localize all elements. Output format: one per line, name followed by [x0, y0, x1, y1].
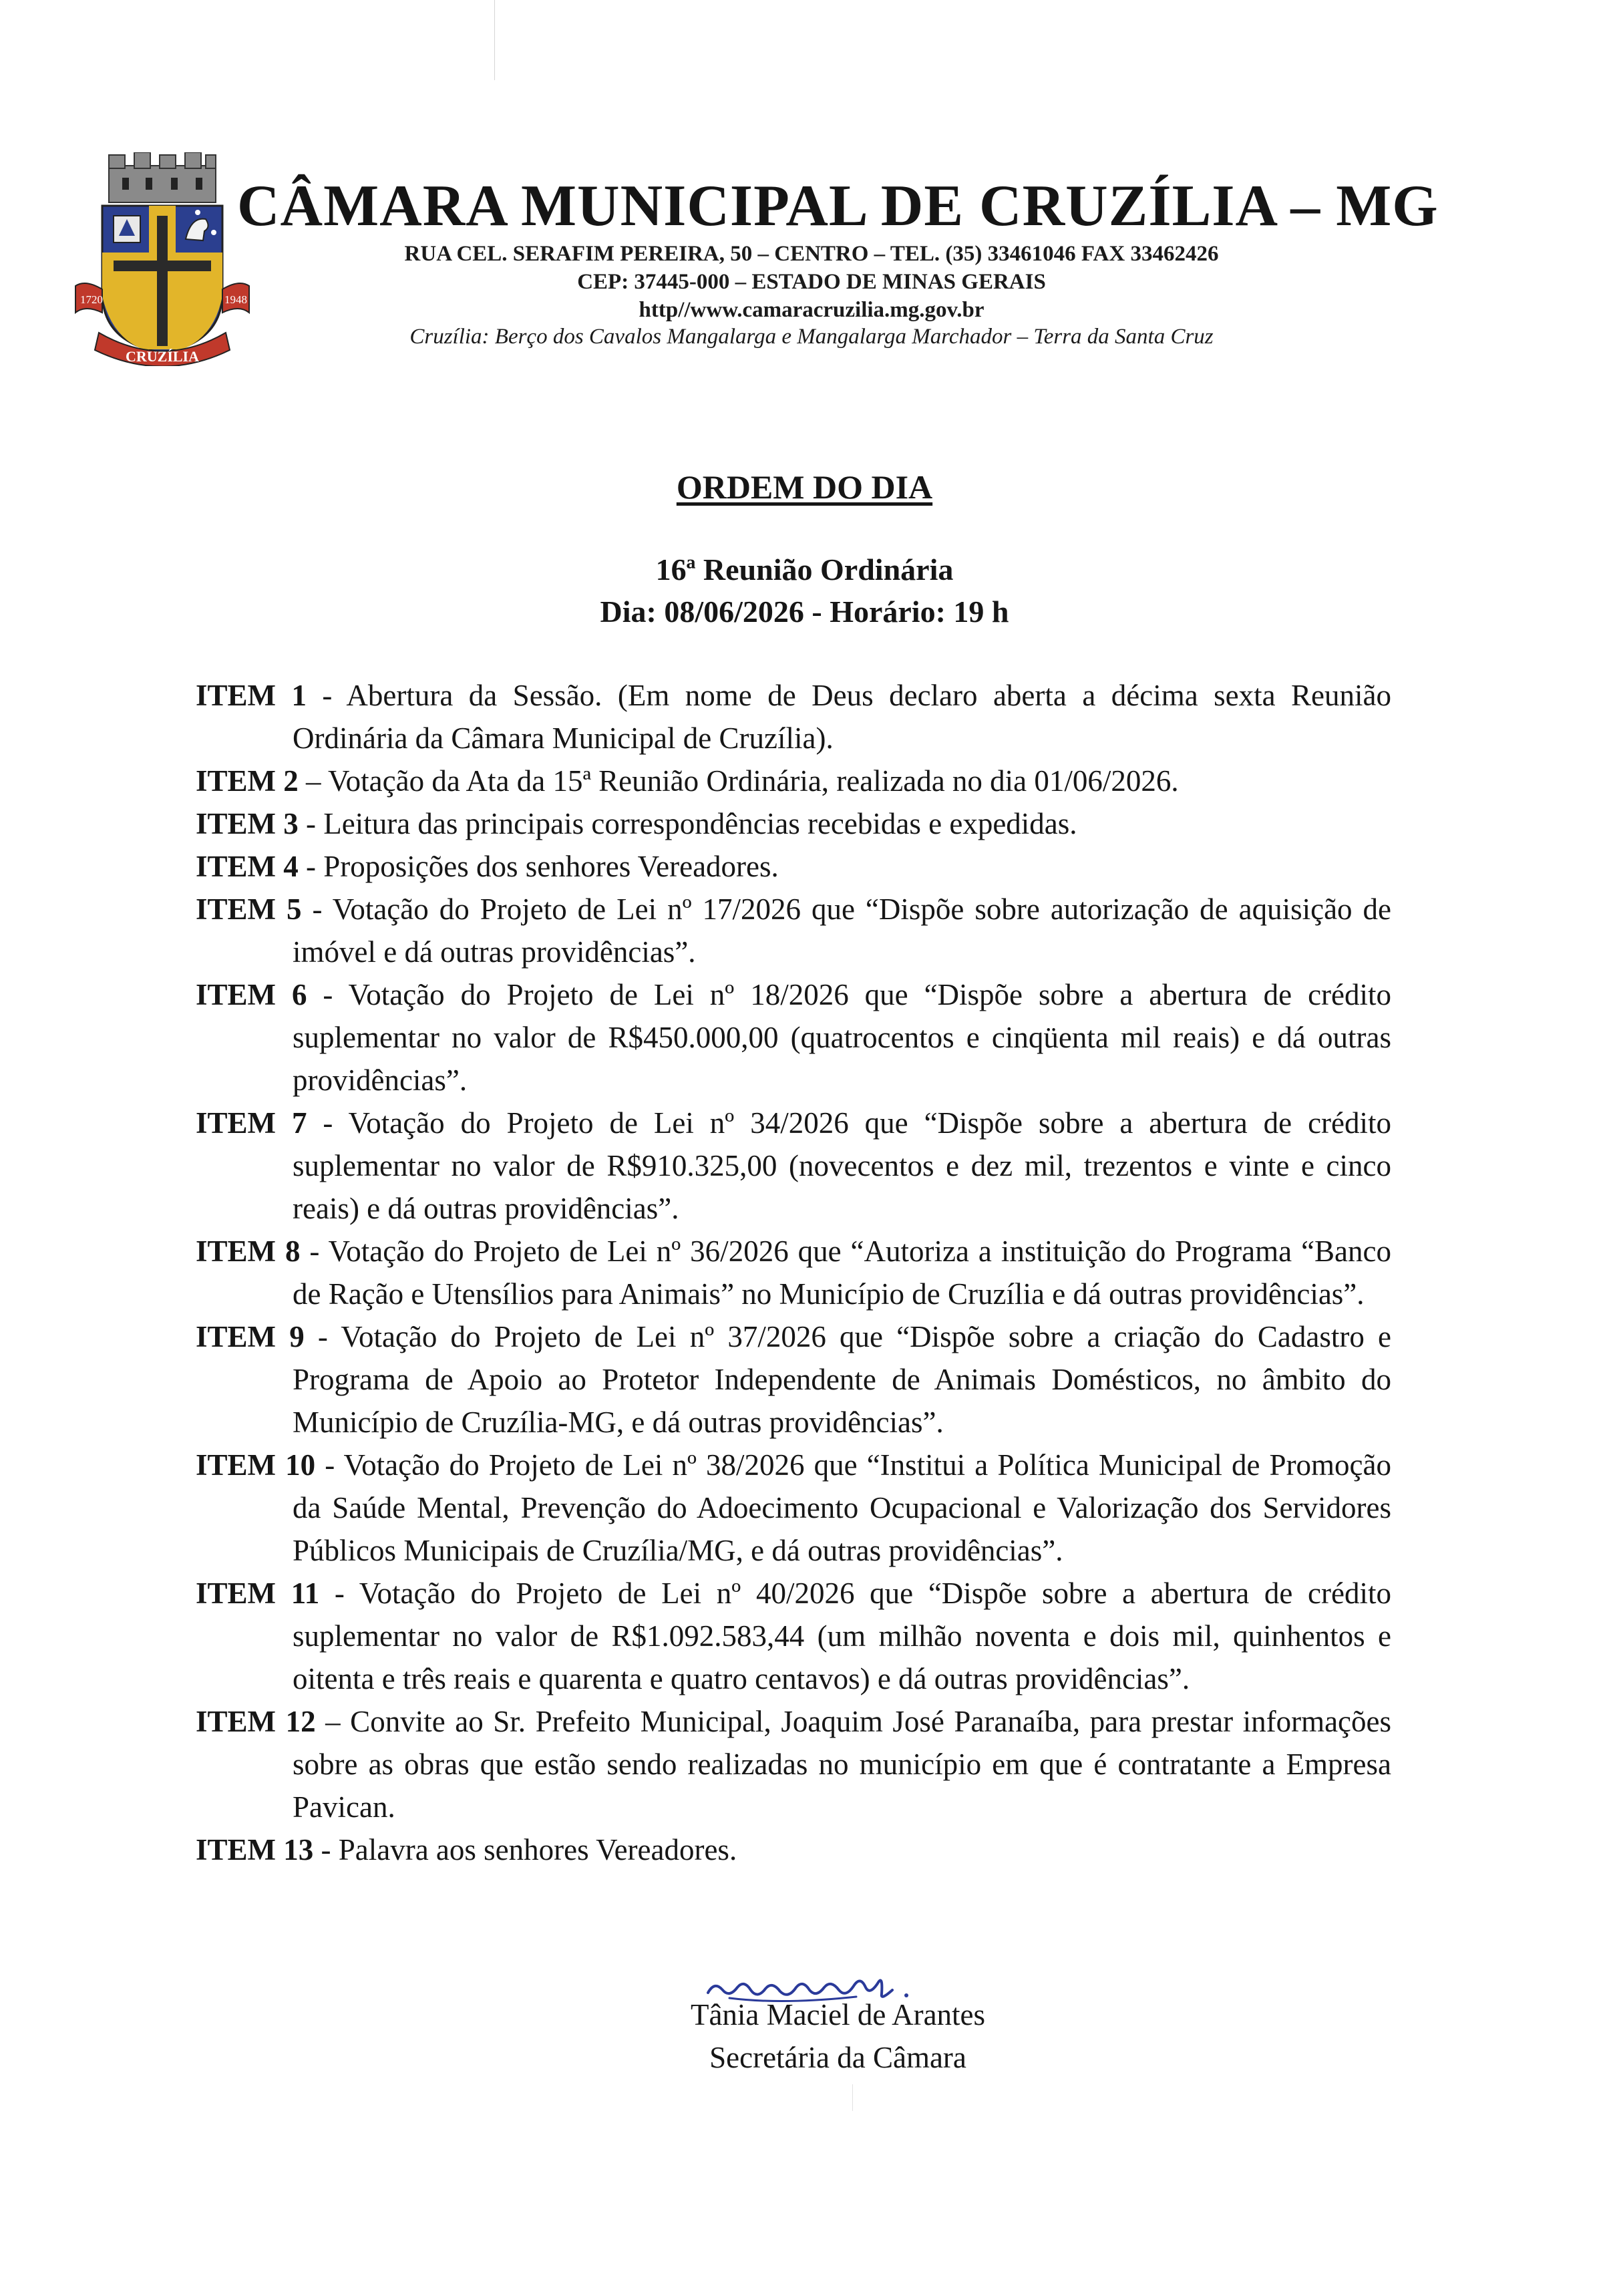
- agenda-item: [196, 802, 1391, 845]
- scan-artifact: [494, 0, 495, 80]
- agenda-item-label: ITEM 13: [196, 1833, 314, 1866]
- agenda-item-label: ITEM 9: [196, 1320, 305, 1353]
- document-title: ORDEM DO DIA: [676, 468, 933, 506]
- agenda-item: [196, 1572, 1391, 1700]
- agenda-item: [196, 845, 1391, 888]
- agenda-item-label: ITEM 12: [196, 1705, 316, 1738]
- meeting-name: 16ª Reunião Ordinária: [655, 552, 954, 587]
- agenda-item-text: - Leitura das principais correspondências recebidas e expedidas.: [298, 807, 1077, 840]
- agenda-item-text: - Votação do Projeto de Lei nº 37/2026 que “Dispõe sobre a criação do Cadastro e Programa de Apoio ao Protetor Independente de Animais Domésticos, no âmbito do Município de Cruzília-MG, e dá outras providências”.: [293, 1320, 1391, 1439]
- agenda-item: [196, 1444, 1391, 1572]
- agenda-item-text: - Abertura da Sessão. (Em nome de Deus declaro aberta a décima sexta Reunião Ordinária da Câmara Municipal de Cruzília).: [293, 679, 1391, 755]
- signatory-role: Secretária da Câmara: [709, 2041, 966, 2074]
- agenda-item: [196, 1102, 1391, 1230]
- agenda-item: [196, 888, 1391, 973]
- agenda-item: [196, 1828, 1391, 1871]
- coat-of-arms-icon: [72, 152, 252, 366]
- agenda-item-label: ITEM 2: [196, 764, 299, 798]
- crest-banner-text: CRUZÍLIA: [125, 348, 200, 365]
- agenda-item-label: ITEM 4: [196, 850, 299, 883]
- agenda-item-text: – Convite ao Sr. Prefeito Municipal, Joaquim José Paranaíba, para prestar informações sobre as obras que estão sendo realizadas no município em que é contratante a Empresa Pavican.: [293, 1705, 1392, 1824]
- agenda-item-text: - Palavra aos senhores Vereadores.: [313, 1833, 737, 1866]
- scan-artifact: [852, 2084, 853, 2111]
- agenda-item-label: ITEM 7: [196, 1106, 307, 1140]
- agenda-item: [196, 973, 1391, 1102]
- agenda-item-text: - Votação do Projeto de Lei nº 38/2026 que “Institui a Política Municipal de Promoção da Saúde Mental, Prevenção do Adoecimento Ocupacional e Valorização dos Servidores Públicos Municipais de Cruzília/MG, e dá outras providências”.: [293, 1448, 1391, 1567]
- agenda-item-text: - Votação do Projeto de Lei nº 40/2026 que “Dispõe sobre a abertura de crédito suplementar no valor de R$1.092.583,44 (um milhão noventa e dois mil, quinhentos e oitenta e três reais e quarenta e quatro centavos) e dá outras providências”.: [293, 1577, 1391, 1695]
- agenda-item-text: – Votação da Ata da 15ª Reunião Ordinária, realizada no dia 01/06/2026.: [298, 764, 1179, 798]
- agenda-item: [196, 1315, 1391, 1444]
- signatory-name: Tânia Maciel de Arantes: [690, 1998, 986, 2031]
- chamber-motto: Cruzília: Berço dos Cavalos Mangalarga e Mangalarga Marchador – Terra da Santa Cruz: [409, 325, 1214, 349]
- agenda-item-label: ITEM 10: [196, 1448, 316, 1482]
- crest-year-right: 1948: [224, 293, 247, 306]
- agenda-item: [196, 760, 1391, 802]
- agenda-item-label: ITEM 6: [196, 978, 307, 1011]
- meeting-schedule: Dia: 08/06/2026 - Horário: 19 h: [600, 595, 1009, 629]
- agenda-item-label: ITEM 3: [196, 807, 299, 840]
- crest-year-left: 1720: [80, 293, 103, 306]
- agenda-item-label: ITEM 5: [196, 892, 302, 926]
- agenda-item-text: - Votação do Projeto de Lei nº 18/2026 que “Dispõe sobre a abertura de crédito suplementar no valor de R$450.000,00 (quatrocentos e cinqüenta mil reais) e dá outras providências”.: [293, 978, 1391, 1097]
- agenda-item-text: - Proposições dos senhores Vereadores.: [298, 850, 779, 883]
- agenda-item-text: - Votação do Projeto de Lei nº 17/2026 que “Dispõe sobre autorização de aquisição de imóvel e dá outras providências”.: [293, 892, 1391, 969]
- agenda-list: [196, 674, 1391, 1871]
- agenda-item-text: - Votação do Projeto de Lei nº 36/2026 que “Autoriza a instituição do Programa “Banco de Ração e Utensílios para Animais” no Município de Cruzília e dá outras providências”.: [293, 1235, 1391, 1311]
- chamber-website: http//www.camaracruzilia.mg.gov.br: [639, 298, 985, 322]
- agenda-item-label: ITEM 11: [196, 1577, 320, 1610]
- chamber-cep: CEP: 37445-000 – ESTADO DE MINAS GERAIS: [577, 270, 1046, 294]
- chamber-title: CÂMARA MUNICIPAL DE CRUZÍLIA – MG: [237, 174, 1439, 238]
- agenda-item: [196, 1230, 1391, 1315]
- chamber-address: RUA CEL. SERAFIM PEREIRA, 50 – CENTRO – TEL. (35) 33461046 FAX 33462426: [404, 242, 1219, 266]
- agenda-item-label: ITEM 8: [196, 1235, 301, 1268]
- agenda-item: [196, 1700, 1391, 1828]
- agenda-item-label: ITEM 1: [196, 679, 307, 712]
- agenda-item: [196, 674, 1391, 760]
- agenda-item-text: - Votação do Projeto de Lei nº 34/2026 que “Dispõe sobre a abertura de crédito suplementar no valor de R$910.325,00 (novecentos e dez mil, trezentos e vinte e cinco reais) e dá outras providências”.: [293, 1106, 1391, 1225]
